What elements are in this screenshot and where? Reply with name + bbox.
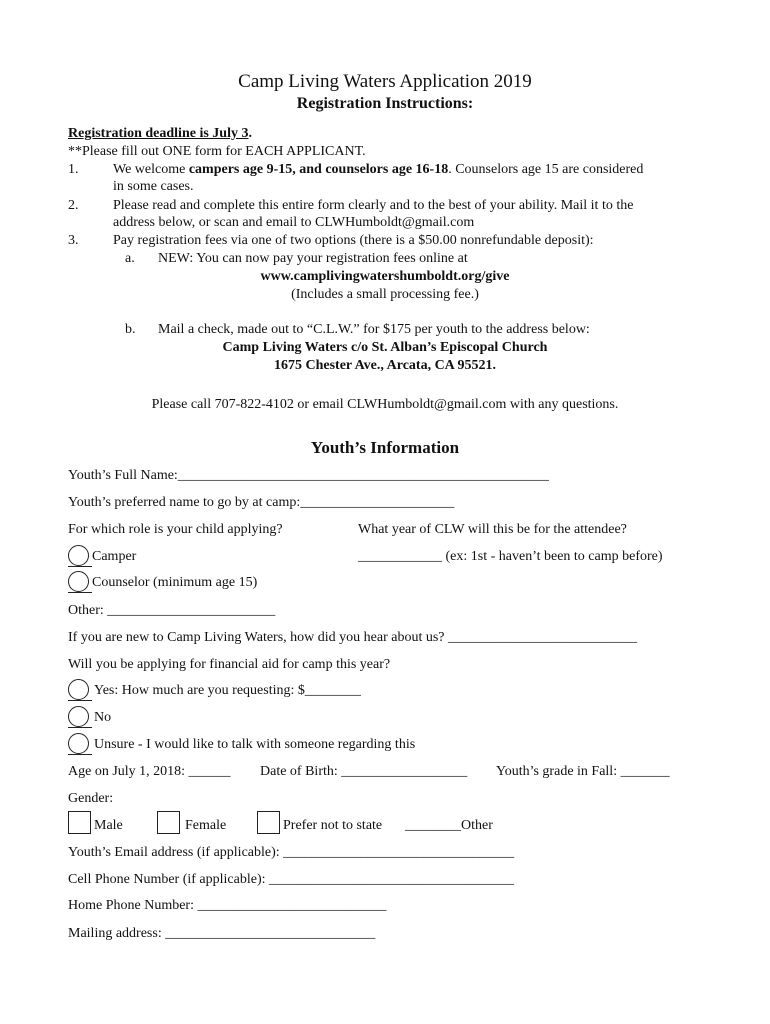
cell-phone-field[interactable]: Cell Phone Number (if applicable): ___________________________________ [68,872,514,887]
item-1-continued: in some cases. [113,179,194,194]
item-3-number: 3. [68,233,79,248]
age-range-bold: campers age 9-15, and counselors age 16-18 [188,162,449,177]
mailing-address-line-2: 1675 Chester Ave., Arcata, CA 95521. [273,358,497,373]
aid-unsure-underline [68,754,92,755]
aid-no-label: No [94,710,112,725]
processing-fee-note: (Includes a small processing fee.) [291,287,479,302]
gender-female-checkbox[interactable] [157,811,180,834]
counselor-radio[interactable] [68,571,89,592]
deadline-label: Registration deadline is July 3 [68,126,249,141]
mailing-address-field[interactable]: Mailing address: ______________________________ [68,926,376,941]
item-2-number: 2. [68,198,79,213]
preferred-name-field[interactable]: Youth’s preferred name to go by at camp:______________________ [68,495,455,510]
aid-no-radio[interactable] [68,706,89,727]
camper-label: Camper [92,549,137,564]
camper-radio[interactable] [68,545,89,566]
gender-male-label: Male [94,818,123,833]
item-1-number: 1. [68,162,79,177]
dob-field[interactable]: Date of Birth: __________________ [260,764,468,779]
gender-label: Gender: [68,791,114,806]
age-field[interactable]: Age on July 1, 2018: ______ [68,764,231,779]
counselor-label: Counselor (minimum age 15) [92,575,258,590]
gender-prefer-not-checkbox[interactable] [257,811,280,834]
item-3-line-1: Pay registration fees via one of two options (there is a $50.00 nonrefundable deposit): [113,233,594,248]
aid-no-underline [68,727,92,728]
option-b-text: Mail a check, made out to “C.L.W.” for $175 per youth to the address below: [158,322,590,337]
financial-aid-question: Will you be applying for financial aid for camp this year? [68,657,391,672]
gender-prefer-not-label: Prefer not to state [283,818,383,833]
aid-unsure-label: Unsure - I would like to talk with someone regarding this [94,737,416,752]
aid-yes-underline [68,700,92,701]
grade-field[interactable]: Youth’s grade in Fall: _______ [496,764,670,779]
contact-line: Please call 707-822-4102 or email CLWHumboldt@gmail.com with any questions. [151,397,619,412]
year-question: What year of CLW will this be for the attendee? [358,522,627,537]
aid-yes-radio[interactable] [68,679,89,700]
other-role-field[interactable]: Other: ________________________ [68,603,276,618]
youth-info-heading: Youth’s Information [310,438,460,457]
option-a-text: NEW: You can now pay your registration fees online at [158,251,468,266]
aid-yes-label[interactable]: Yes: How much are you requesting: $________ [94,683,361,698]
hear-about-field[interactable]: If you are new to Camp Living Waters, how did you hear about us? ___________________________ [68,630,638,645]
give-url-link[interactable]: www.camplivingwatershumboldt.org/give [260,269,510,284]
full-name-field[interactable]: Youth’s Full Name:_____________________________________________________ [68,468,549,483]
aid-unsure-radio[interactable] [68,733,89,754]
deadline-period: . [248,126,252,141]
item-2-line-2: address below, or scan and email to CLWHumboldt@gmail.com [113,215,475,230]
instructions-heading: Registration Instructions: [296,95,474,112]
deadline-line [68,126,252,142]
form-title: Camp Living Waters Application 2019 [238,71,532,92]
option-b-letter: b. [125,322,136,337]
one-form-note: **Please fill out ONE form for EACH APPLICANT. [68,144,366,159]
counselor-underline [68,592,92,593]
item-2-line-1: Please read and complete this entire form clearly and to the best of your ability. Mail it to the [113,198,634,213]
camper-underline [68,566,92,567]
option-a-letter: a. [125,251,135,266]
gender-other-field[interactable]: ________Other [405,818,493,833]
item-1-text: We welcome campers age 9-15, and counselors age 16-18. Counselors age 15 are considered [113,162,644,177]
email-field[interactable]: Youth’s Email address (if applicable): _________________________________ [68,845,515,860]
gender-female-label: Female [185,818,227,833]
gender-male-checkbox[interactable] [68,811,91,834]
role-question: For which role is your child applying? [68,522,283,537]
year-field[interactable]: ____________ (ex: 1st - haven’t been to camp before) [358,549,663,564]
mailing-address-line-1: Camp Living Waters c/o St. Alban’s Episcopal Church [222,340,548,355]
home-phone-field[interactable]: Home Phone Number: ___________________________ [68,898,387,913]
